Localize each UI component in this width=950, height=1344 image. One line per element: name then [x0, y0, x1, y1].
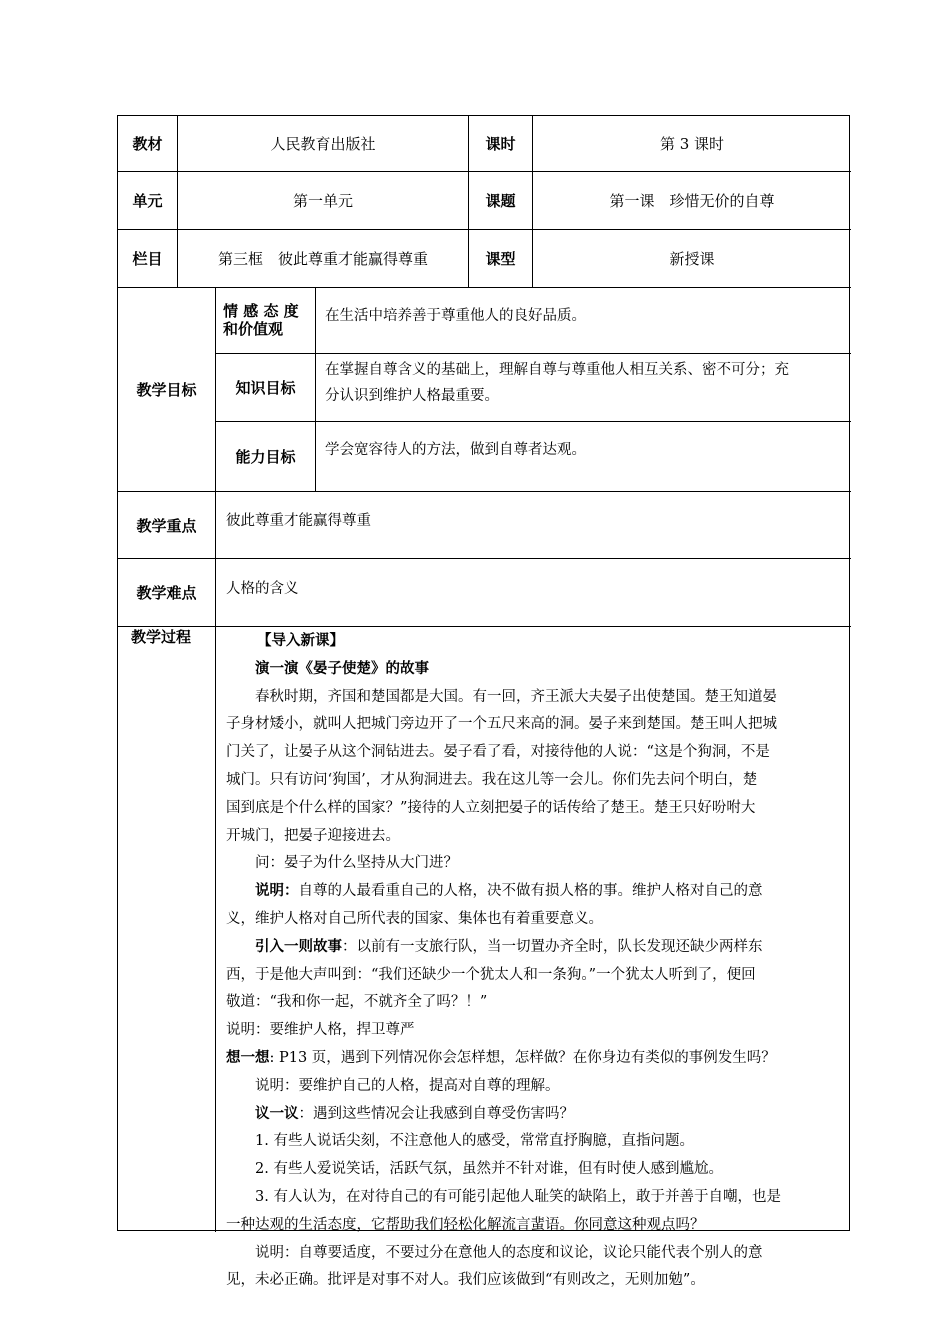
row-divider — [118, 558, 851, 559]
think-text: : P13 页，遇到下列情况你会怎样想，怎样做？在你身边有类似的事例发生吗？ — [269, 1049, 776, 1066]
think-label: 想一想 — [226, 1049, 270, 1066]
story-2-label: 引入一则故事 — [255, 938, 342, 955]
label-teaching-process: 教学过程 — [131, 628, 192, 646]
story-2-line: 敬道：“我和你一起，不就齐全了吗？！” — [226, 994, 488, 1011]
intro-heading: 【导入新课】 — [257, 633, 344, 649]
think-section — [226, 1045, 846, 1073]
explanation-4-cont: 见，未必正确。批评是对事不对人。我们应该做到“有则改之，无则加勉”。 — [226, 1272, 705, 1289]
label-knowledge-goal: 知识目标 — [235, 379, 296, 397]
question: 问：晏子为什么坚持从大门进？ — [255, 855, 458, 872]
story-2-text: ：以前有一支旅行队，当一切置办齐全时，队长发现还缺少两样东 — [342, 938, 763, 955]
explanation-1 — [226, 878, 846, 906]
story-2 — [226, 934, 846, 962]
label-emotion-line2: 和价值观 — [223, 320, 284, 338]
text-knowledge-goal — [325, 357, 845, 409]
label-ability-goal: 能力目标 — [235, 448, 296, 466]
knowledge-line1: 在掌握自尊含义的基础上，理解自尊与尊重他人相互关系、密不可分；充 — [325, 362, 789, 378]
label-unit: 单元 — [132, 192, 163, 210]
label-column: 栏目 — [132, 250, 163, 268]
label-lesson-type: 课型 — [485, 250, 516, 268]
value-topic: 第一课 珍惜无价的自尊 — [609, 192, 775, 210]
row-divider — [118, 491, 851, 492]
label-emotion-values — [223, 302, 311, 338]
label-key-point: 教学重点 — [136, 516, 197, 535]
story-line: 国到底是个什么样的国家？”接待的人立刻把晏子的话传给了楚王。楚王只好吩咐大 — [226, 799, 756, 816]
knowledge-line2: 分认识到维护人格最重要。 — [325, 388, 499, 404]
story-line: 门关了，让晏子从这个洞钻进去。晏子看了看，对接待他的人说：“这是个狗洞，不是 — [226, 744, 770, 761]
explanation-3: 说明：要维护自己的人格，提高对自尊的理解。 — [255, 1077, 560, 1094]
explanation-1-cont: 义，维护人格对自己所代表的国家、集体也有着重要意义。 — [226, 910, 603, 927]
discuss-text: ：遇到这些情况会让我感到自尊受伤害吗？ — [298, 1105, 574, 1122]
value-period: 第 3 课时 — [659, 135, 725, 153]
discuss-label: 议一议 — [255, 1105, 299, 1122]
row-divider — [118, 287, 851, 288]
text-difficulty: 人格的含义 — [226, 581, 299, 597]
value-unit: 第一单元 — [292, 192, 353, 210]
discuss-item-2: 2. 有些人爱说笑话，活跃气氛，虽然并不针对谁，但有时使人感到尴尬。 — [255, 1161, 723, 1178]
story-line: 子身材矮小，就叫人把城门旁边开了一个五尺来高的洞。晏子来到楚国。楚王叫人把城 — [226, 716, 777, 733]
explanation-label: 说明： — [255, 883, 299, 900]
discuss-section — [226, 1101, 846, 1129]
discuss-item-1: 1. 有些人说话尖刻，不注意他人的感受，常常直抒胸臆，直指问题。 — [255, 1133, 694, 1150]
discuss-item-3-cont: 一种达观的生活态度，它帮助我们轻松化解流言蜚语。你同意这种观点吗？ — [226, 1216, 705, 1233]
value-lesson-type: 新授课 — [669, 250, 715, 268]
explanation-4: 说明：自尊要适度，不要过分在意他人的态度和议论，议论只能代表个别人的意 — [255, 1244, 763, 1261]
label-topic: 课题 — [485, 192, 516, 210]
story-2-line: 西，于是他大声叫到：“我们还缺少一个犹太人和一条狗。”一个犹太人听到了，便回 — [226, 966, 756, 983]
teaching-process-content — [226, 628, 846, 1295]
story-line: 城门。只有访问‘狗国’，才从狗洞进去。我在这儿等一会儿。你们先去问个明白，楚 — [226, 771, 758, 788]
explanation-2: 说明：要维护人格，捍卫尊严 — [226, 1022, 415, 1039]
value-publisher: 人民教育出版社 — [270, 135, 376, 153]
label-difficulty: 教学难点 — [136, 584, 197, 602]
label-textbook: 教材 — [132, 135, 163, 153]
story-line: 开城门，把晏子迎接进去。 — [226, 827, 400, 844]
row-divider — [118, 626, 851, 627]
col-divider — [315, 287, 316, 491]
label-teaching-goals: 教学目标 — [136, 381, 197, 399]
text-emotion-goal: 在生活中培养善于尊重他人的良好品质。 — [325, 308, 586, 324]
lesson-plan-table — [117, 115, 850, 1289]
story-title: 演一演《晏子使楚》的故事 — [255, 660, 429, 677]
text-ability-goal: 学会宽容待人的方法，做到自尊者达观。 — [325, 442, 586, 458]
label-period: 课时 — [485, 135, 516, 153]
explanation-text: 自尊的人最看重自己的人格，决不做有损人格的事。维护人格对自己的意 — [298, 883, 763, 900]
story-line: 春秋时期，齐国和楚国都是大国。有一回，齐王派大夫晏子出使楚国。楚王知道晏 — [255, 688, 777, 705]
value-column: 第三框 彼此尊重才能赢得尊重 — [217, 250, 428, 268]
label-emotion-line1: 情 感 态 度 — [223, 302, 299, 320]
discuss-item-3: 3. 有人认为，在对待自己的有可能引起他人耻笑的缺陷上，敢于并善于自嘲，也是 — [255, 1188, 781, 1205]
text-key-point: 彼此尊重才能赢得尊重 — [226, 513, 371, 529]
